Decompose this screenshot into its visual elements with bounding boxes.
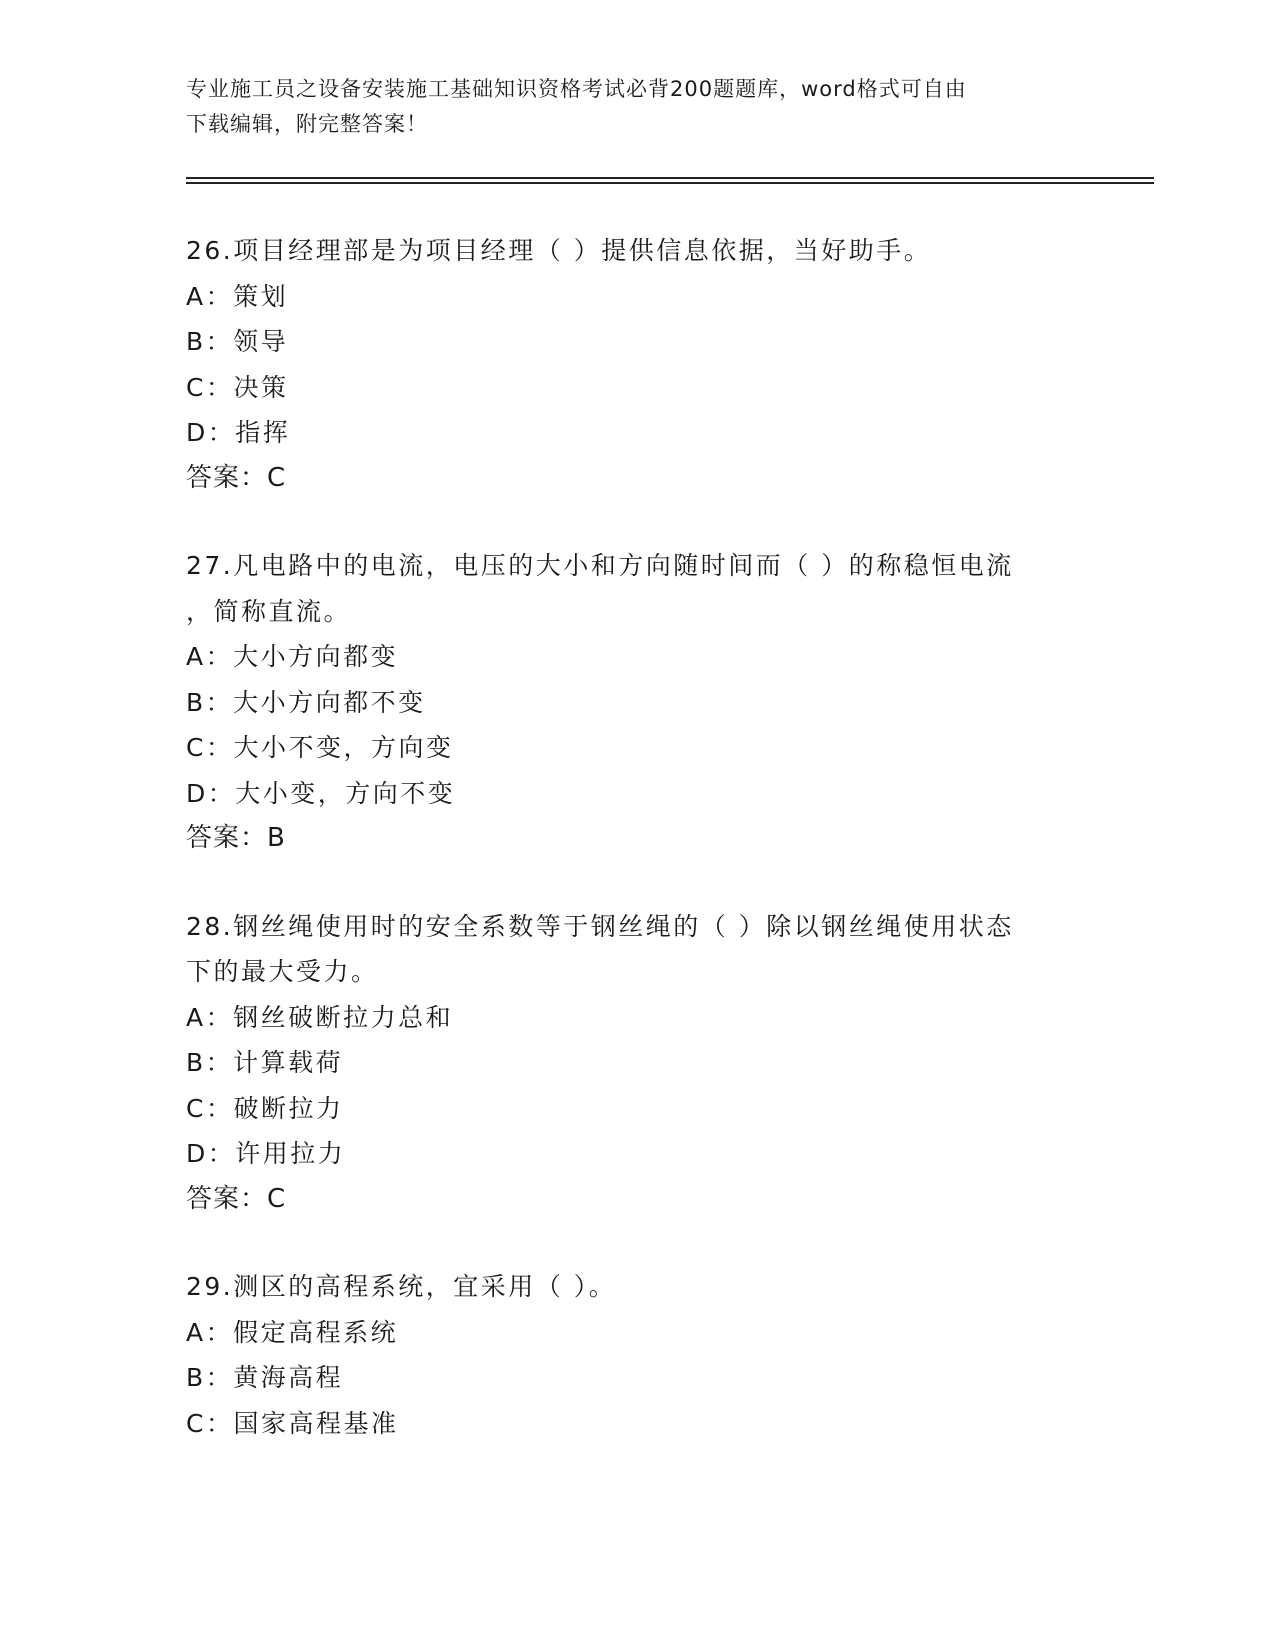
question-stem: 28.钢丝绳使用时的安全系数等于钢丝绳的（ ）除以钢丝绳使用状态: [186, 911, 1014, 941]
option-c: C：决策: [186, 372, 289, 402]
header-line-2: 下载编辑，附完整答案！: [186, 112, 428, 136]
option-a: A：大小方向都变: [186, 642, 399, 671]
option-d: D：指挥: [186, 418, 291, 447]
option-a: A：策划: [186, 281, 289, 311]
question-28: [186, 904, 1086, 1223]
answer-line: 答案：C: [186, 462, 287, 493]
answer-line: 答案：B: [186, 823, 286, 853]
question-stem: 26.项目经理部是为项目经理（ ）提供信息依据，当好助手。: [186, 236, 932, 265]
option-d: D：许用拉力: [186, 1139, 346, 1168]
question-29: [186, 1264, 1086, 1446]
question-stem: 27.凡电路中的电流，电压的大小和方向随时间而（ ）的称稳恒电流: [186, 551, 1014, 580]
option-a: A：假定高程系统: [186, 1317, 399, 1347]
option-b: B：领导: [186, 327, 289, 356]
option-b: B：大小方向都不变: [186, 687, 426, 717]
header-line-1: 专业施工员之设备安装施工基础知识资格考试必背200题题库，word格式可自由: [186, 77, 967, 101]
answer-line: 答案：C: [186, 1183, 287, 1214]
question-27: [186, 543, 1086, 862]
question-stem: 29.测区的高程系统，宜采用（ ）。: [186, 1272, 617, 1301]
question-stem-continued: ，简称直流。: [186, 596, 352, 626]
question-list: [186, 228, 1086, 1488]
option-c: C：大小不变，方向变: [186, 733, 454, 762]
option-a: A：钢丝破断拉力总和: [186, 1002, 454, 1032]
document-header: [186, 72, 1066, 142]
header-divider-top: [186, 177, 1154, 179]
question-26: [186, 228, 1086, 501]
option-c: C：国家高程基准: [186, 1408, 399, 1438]
header-divider-bottom: [186, 182, 1154, 184]
option-c: C：破断拉力: [186, 1093, 344, 1123]
option-b: B：计算载荷: [186, 1048, 344, 1077]
question-stem-continued: 下的最大受力。: [186, 957, 379, 986]
option-b: B：黄海高程: [186, 1363, 344, 1392]
option-d: D：大小变，方向不变: [186, 778, 456, 808]
